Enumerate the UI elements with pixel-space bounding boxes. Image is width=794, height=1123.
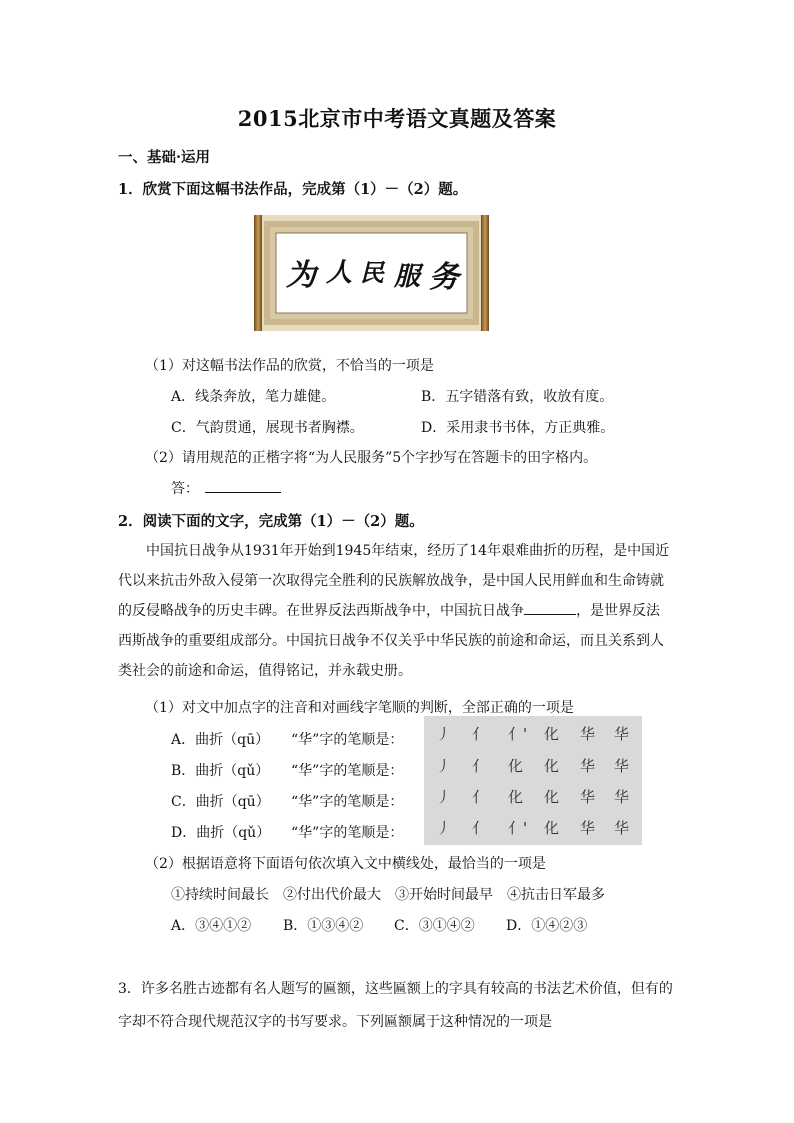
stroke-step: 亻 — [472, 757, 488, 775]
option-d: D．采用隶书书体，方正典雅。 — [421, 420, 615, 436]
choice-c: C．③①④② — [394, 918, 475, 934]
page-title: 2015北京市中考语文真题及答案 — [237, 106, 557, 131]
calligraphy-char: 为 — [286, 258, 316, 293]
stroke-step: 丿 — [436, 757, 452, 775]
stroke-label: “华”字的笔顺是： — [291, 825, 404, 841]
stroke-step: 化 — [508, 788, 524, 806]
option-a: A．线条奔放，笔力雄健。 — [171, 389, 336, 405]
calligraphy-char: 人 — [326, 258, 353, 288]
stroke-order-image — [424, 716, 642, 845]
stroke-step: 丿 — [436, 725, 452, 743]
question-1-sub2: （2）请用规范的正楷字将“为人民服务”5个字抄写在答题卡的田字格内。 — [145, 450, 598, 466]
stroke-step: 化 — [544, 757, 560, 775]
passage-text: 的反侵略战争的历史丰碑。在世界反法西斯战争中，中国抗日战争 — [118, 603, 524, 619]
option-c: C．气韵贯通，展现书者胸襟。 — [171, 420, 364, 436]
answer-label: 答： — [171, 481, 199, 497]
stroke-step: 化 — [508, 757, 524, 775]
stroke-step: 华 — [614, 725, 630, 743]
answer-line — [171, 478, 281, 498]
stroke-row — [424, 720, 642, 750]
passage-line: 西斯战争的重要组成部分。中国抗日战争不仅关乎中华民族的前途和命运，而且关系到人 — [118, 633, 664, 649]
passage-line: 类社会的前途和命运，值得铭记，并永载史册。 — [118, 663, 412, 679]
question-2-stem: 2．阅读下面的文字，完成第（1）－（2）题。 — [118, 513, 424, 530]
option-label: A．曲折（qū） — [171, 732, 270, 748]
passage-line: 代以来抗击外敌入侵第一次取得完全胜利的民族解放战争，是中国人民用鲜血和生命铸就 — [118, 573, 664, 589]
stroke-step: 华 — [614, 819, 630, 837]
option-label: D．曲折（qǔ） — [171, 825, 271, 841]
stroke-step: 亻 — [472, 788, 488, 806]
stroke-step: 亻' — [508, 725, 528, 743]
answer-blank — [205, 478, 281, 493]
stroke-label: “华”字的笔顺是： — [291, 763, 404, 779]
stroke-step: 化 — [544, 788, 560, 806]
stroke-step: 亻 — [472, 725, 488, 743]
stroke-row — [424, 752, 642, 782]
stroke-step: 华 — [580, 788, 596, 806]
stroke-label: “华”字的笔顺是： — [291, 794, 404, 810]
passage-line — [118, 597, 660, 627]
stroke-step: 亻 — [472, 819, 488, 837]
stroke-step: 华 — [580, 725, 596, 743]
stroke-step: 化 — [544, 819, 560, 837]
question-3-line: 字却不符合现代规范汉字的书写要求。下列匾额属于这种情况的一项是 — [118, 1014, 552, 1030]
passage-line: 中国抗日战争从1931年开始到1945年结束，经历了14年艰难曲折的历程，是中国近 — [146, 543, 670, 559]
question-1-stem: 1．欣赏下面这幅书法作品，完成第（1）－（2）题。 — [118, 181, 468, 198]
section-heading: 一、基础·运用 — [118, 149, 211, 166]
choice-b: B．①③④② — [283, 918, 364, 934]
stroke-step: 华 — [580, 819, 596, 837]
choice-a: A．③④①② — [171, 918, 252, 934]
calligraphy-char: 务 — [429, 260, 459, 295]
question-2-sub2: （2）根据语意将下面语句依次填入文中横线处，最恰当的一项是 — [145, 856, 546, 872]
option-label: B．曲折（qǔ） — [171, 763, 270, 779]
question-2-sub1: （1）对文中加点字的注音和对画线字笔顺的判断，全部正确的一项是 — [145, 700, 574, 716]
question-1-sub1: （1）对这幅书法作品的欣赏，不恰当的一项是 — [145, 358, 434, 374]
stroke-row — [424, 814, 642, 844]
stroke-step: 丿 — [436, 788, 452, 806]
calligraphy-char: 民 — [360, 258, 384, 287]
calligraphy-char: 服 — [394, 262, 421, 292]
option-b: B．五字错落有致，收放有度。 — [421, 389, 614, 405]
stroke-row — [424, 783, 642, 813]
stroke-step: 华 — [614, 788, 630, 806]
choice-d: D．①④②③ — [506, 918, 588, 934]
stroke-step: 丿 — [436, 819, 452, 837]
option-label: C．曲折（qū） — [171, 794, 270, 810]
stroke-step: 化 — [544, 725, 560, 743]
passage-text: ，是世界反法 — [576, 603, 660, 619]
stroke-step: 华 — [580, 757, 596, 775]
stroke-step: 亻' — [508, 819, 528, 837]
question-3-line: 3．许多名胜古迹都有名人题写的匾额，这些匾额上的字具有较高的书法艺术价值，但有的 — [118, 981, 673, 997]
phrase-list: ①持续时间最长 ②付出代价最大 ③开始时间最早 ④抗击日军最多 — [171, 887, 605, 903]
calligraphy-scroll-image — [254, 215, 489, 331]
stroke-label: “华”字的笔顺是： — [291, 732, 404, 748]
fill-blank — [524, 600, 576, 615]
stroke-step: 华 — [614, 757, 630, 775]
